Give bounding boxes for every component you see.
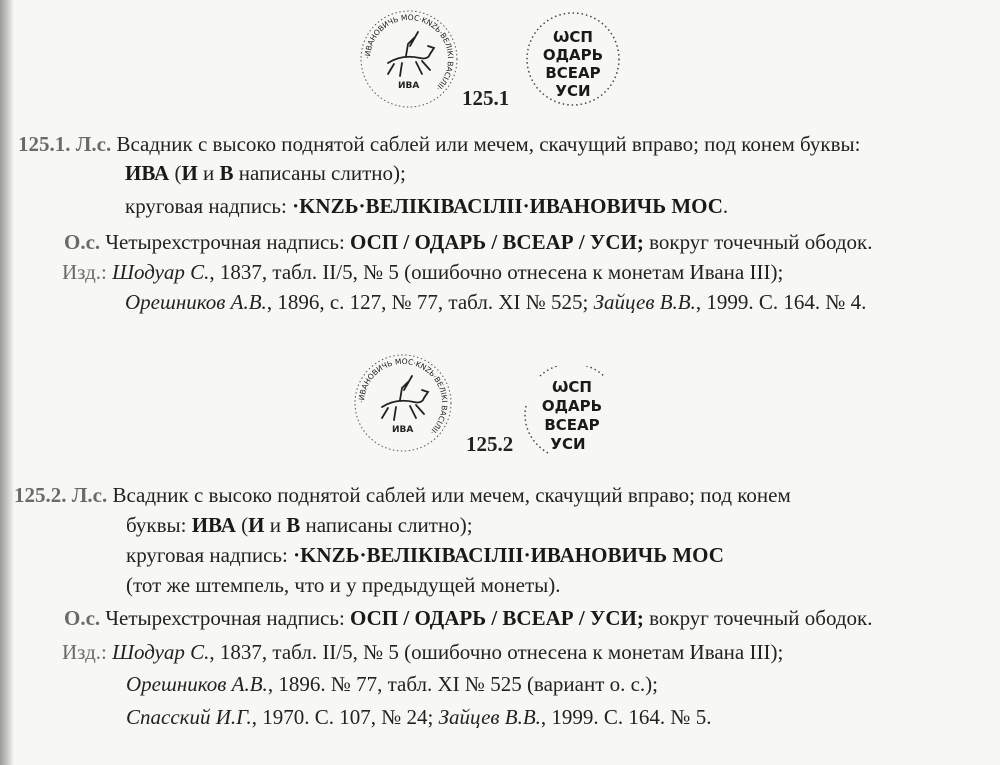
text-fragment: вокруг точечный ободок. bbox=[643, 606, 873, 630]
obverse-label: Л.с. bbox=[75, 132, 112, 156]
text-fragment: . bbox=[722, 194, 729, 218]
letter-v: В bbox=[286, 513, 301, 537]
obverse-letters-line bbox=[125, 161, 406, 185]
letters-iva: ИВА bbox=[125, 161, 170, 185]
pub-author: Шодуар С. bbox=[112, 640, 210, 664]
pub-details: , 1837, табл. II/5, № 5 (ошибочно отнесена к монетам Ивана III); bbox=[209, 260, 784, 284]
obverse-legend-line bbox=[125, 194, 728, 218]
text-fragment: и bbox=[264, 513, 287, 537]
letter-i: И bbox=[181, 161, 198, 185]
text-fragment: ( bbox=[235, 513, 249, 537]
obverse-label: Л.с. bbox=[71, 483, 108, 507]
die-note-text: (тот же штемпель, что и у предыдущей монеты). bbox=[126, 573, 561, 597]
text-fragment: Четырехстрочная надпись: bbox=[100, 230, 351, 254]
reverse-inscription: ОСП / ОДАРЬ / ВСЕАР / УСИ; bbox=[350, 606, 644, 630]
pub-details: , 1896. № 77, табл. XI № 525 (вариант о. с.); bbox=[267, 672, 659, 696]
text-fragment: ( bbox=[169, 161, 182, 185]
entry-number: 125.1. bbox=[18, 132, 71, 156]
publication-line-2 bbox=[125, 290, 866, 314]
same-die-note bbox=[126, 573, 561, 597]
pub-author: Спасский И.Г. bbox=[126, 705, 252, 729]
text-fragment: написаны слитно); bbox=[233, 161, 406, 185]
entry-heading-line bbox=[18, 132, 860, 156]
pub-author: Зайцев В.В. bbox=[438, 705, 541, 729]
page-binding-edge bbox=[0, 0, 14, 765]
figure-label: 125.1 bbox=[462, 86, 510, 110]
obverse-legend-line bbox=[126, 543, 724, 567]
obverse-under-horse-letters: ИВА bbox=[392, 425, 414, 435]
obverse-letters-line bbox=[126, 513, 473, 537]
reverse-coin-image-2 bbox=[520, 366, 624, 460]
pub-author: Орешников А.В. bbox=[126, 672, 268, 696]
text-fragment: вокруг точечный ободок. bbox=[643, 230, 873, 254]
legend-label: круговая надпись: bbox=[125, 194, 293, 218]
reverse-line-2: ОДАРЬ bbox=[542, 46, 604, 64]
reverse-line-3: ВСЕАР bbox=[544, 416, 600, 434]
reverse-coin-image-1 bbox=[524, 10, 622, 108]
pub-details: , 1837, табл. II/5, № 5 (ошибочно отнесена к монетам Ивана III); bbox=[209, 640, 784, 664]
pub-details: , 1970. С. 107, № 24; bbox=[251, 705, 439, 729]
entry-number: 125.2. bbox=[14, 483, 67, 507]
reverse-line-2: ОДАРЬ bbox=[541, 397, 603, 415]
reverse-line-4: УСИ bbox=[550, 435, 586, 453]
obverse-coin-image-1 bbox=[358, 8, 460, 110]
text-fragment: буквы: bbox=[126, 513, 192, 537]
obverse-description: Всадник с высоко поднятой саблей или мечем, скачущий вправо; под конем bbox=[112, 483, 791, 507]
pub-author: Шодуар С. bbox=[112, 260, 210, 284]
pub-details: , 1999. С. 164. № 4. bbox=[695, 290, 867, 314]
reverse-label: О.с. bbox=[64, 230, 101, 254]
publications-label: Изд.: bbox=[62, 640, 107, 664]
entry-heading-line bbox=[14, 483, 791, 507]
publication-line-1 bbox=[62, 260, 783, 284]
text-fragment: написаны слитно); bbox=[300, 513, 473, 537]
pub-details: , 1999. С. 164. № 5. bbox=[540, 705, 712, 729]
obverse-description: Всадник с высоко поднятой саблей или мечем, скачущий вправо; под конем буквы: bbox=[116, 132, 861, 156]
reverse-line-4: УСИ bbox=[555, 82, 591, 100]
letter-v: В bbox=[219, 161, 234, 185]
horseman-figure bbox=[388, 32, 434, 76]
text-fragment: Четырехстрочная надпись: bbox=[100, 606, 351, 630]
legend-text: ·KNZЬ·ВЕЛІКІВАСІЛІІ·ИВАНОВИЧЬ МОС bbox=[292, 194, 723, 218]
publications-label: Изд.: bbox=[62, 260, 107, 284]
reverse-description-line bbox=[64, 606, 873, 630]
pub-details: , 1896, с. 127, № 77, табл. XI № 525; bbox=[266, 290, 594, 314]
letters-iva: ИВА bbox=[191, 513, 236, 537]
publication-line-2 bbox=[126, 672, 658, 696]
publication-line-3 bbox=[126, 705, 711, 729]
obverse-coin-image-2 bbox=[352, 352, 454, 454]
reverse-label: О.с. bbox=[64, 606, 101, 630]
letter-i: И bbox=[248, 513, 265, 537]
figure-label: 125.2 bbox=[466, 432, 514, 456]
reverse-line-3: ВСЕАР bbox=[545, 64, 601, 82]
pub-author: Зайцев В.В. bbox=[593, 290, 696, 314]
obverse-circular-legend: ·ИВАНОВИЧЬ МОС·KNZЬ·ВЕЛІКІ ВАСІЛІІ· bbox=[356, 356, 450, 437]
text-fragment: и bbox=[197, 161, 220, 185]
obverse-under-horse-letters: ИВА bbox=[398, 81, 420, 91]
publication-line-1 bbox=[62, 640, 783, 664]
horseman-figure bbox=[382, 376, 428, 420]
reverse-description-line bbox=[64, 230, 873, 254]
pub-author: Орешников А.В. bbox=[125, 290, 267, 314]
legend-text: ·KNZЬ·ВЕЛІКІВАСІЛІІ·ИВАНОВИЧЬ МОС bbox=[293, 543, 724, 567]
legend-label: круговая надпись: bbox=[126, 543, 294, 567]
obverse-circular-legend: ·ИВАНОВИЧЬ МОС·KNZЬ·ВЕЛІКІ ВАСІЛІІ· bbox=[362, 12, 456, 93]
reverse-line-1: ѠСП bbox=[552, 378, 592, 396]
reverse-inscription: ОСП / ОДАРЬ / ВСЕАР / УСИ; bbox=[350, 230, 644, 254]
reverse-line-1: ѠСП bbox=[553, 28, 593, 46]
